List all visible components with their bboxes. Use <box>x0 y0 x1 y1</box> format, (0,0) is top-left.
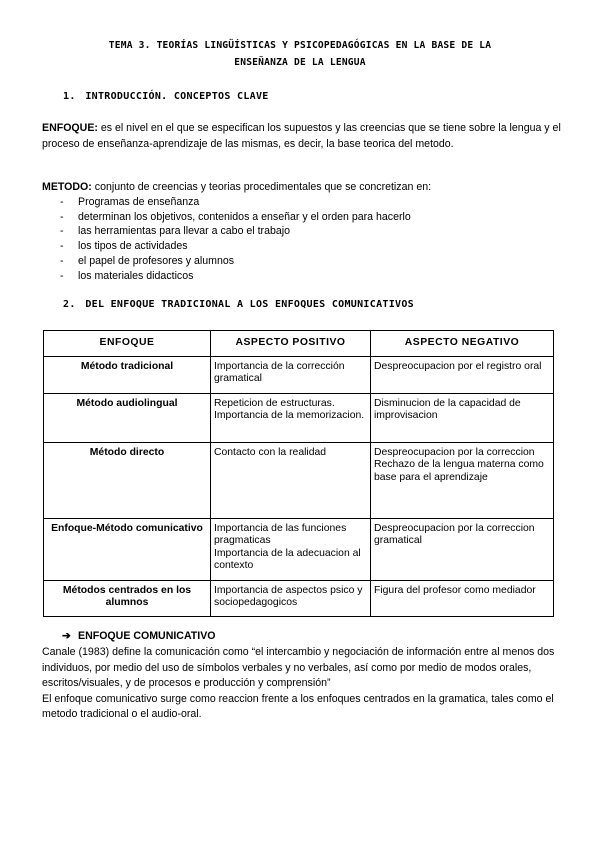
header-enfoque: ENFOQUE <box>44 331 211 357</box>
negative-aspect: Figura del profesor como mediador <box>371 580 554 616</box>
metodo-definition <box>42 180 562 196</box>
header-positivo: ASPECTO POSITIVO <box>211 331 371 357</box>
list-item: - los materiales didacticos <box>60 269 194 282</box>
list-item: - los tipos de actividades <box>60 240 188 253</box>
table-row <box>44 442 554 518</box>
negative-aspect: Despreocupacion por el registro oral <box>371 356 554 393</box>
section-2-heading <box>63 299 414 310</box>
method-name: Método directo <box>44 442 211 518</box>
enfoque-text: es el nivel en el que se especifican los supuestos y las creencias que se tiene sobre la lengua y el proceso de enseñanza-aprendizaje de las mismas, es decir, la base teorica del metodo. <box>42 122 561 150</box>
negative-aspect: Despreocupacion por la correccion Rechazo de la lengua materna como base para el aprendizaje <box>371 442 554 518</box>
negative-aspect: Disminucion de la capacidad de improvisacion <box>371 393 554 442</box>
section-1-title: INTRODUCCIÓN. CONCEPTOS CLAVE <box>85 91 269 102</box>
enfoque-definition <box>42 121 562 152</box>
arrow-right-icon: ➔ <box>62 630 71 642</box>
method-name: Métodos centrados en los alumnos <box>44 580 211 616</box>
list-item: - Programas de enseñanza <box>60 196 200 208</box>
enfoque-term: ENFOQUE: <box>42 122 98 134</box>
table-header-row <box>44 331 554 357</box>
metodo-text: conjunto de creencias y teorias procedimentales que se concretizan en: <box>91 181 432 193</box>
positive-aspect: Importancia de la corrección gramatical <box>211 356 371 393</box>
table-row <box>44 356 554 393</box>
comunicativo-heading <box>62 630 216 642</box>
comunicativo-body <box>42 645 562 723</box>
section-2-title: DEL ENFOQUE TRADICIONAL A LOS ENFOQUES COMUNICATIVOS <box>85 299 414 310</box>
metodo-term: METODO: <box>42 181 92 193</box>
method-name: Enfoque-Método comunicativo <box>44 518 211 580</box>
positive-aspect: Importancia de las funciones pragmaticas Importancia de la adecuacion al contexto <box>211 518 371 580</box>
positive-aspect: Importancia de aspectos psico y sociopedagogicos <box>211 580 371 616</box>
section-1-number: 1. <box>63 91 76 102</box>
title-line-2: ENSEÑANZA DE LA LENGUA <box>234 57 366 68</box>
list-item: - las herramientas para llevar a cabo el trabajo <box>60 225 290 238</box>
comunicativo-paragraph-1: Canale (1983) define la comunicación como “el intercambio y negociación de información entre al menos dos individuos, por medio del uso de símbolos verbales y no verbales, así como por medio de modos orales, escritos/visuales, y de procesos e producción y comprensión” <box>42 646 555 689</box>
methods-table <box>43 330 554 617</box>
table-row <box>44 518 554 580</box>
table-row <box>44 580 554 616</box>
list-item: - determinan los objetivos, contenidos a enseñar y el orden para hacerlo <box>60 210 411 223</box>
method-name: Método tradicional <box>44 356 211 393</box>
table-row <box>44 393 554 442</box>
metodo-list <box>60 195 411 283</box>
comunicativo-paragraph-2: El enfoque comunicativo surge como reaccion frente a los enfoques centrados en la gramatica, tales como el metodo tradicional o el audio-oral. <box>42 692 554 720</box>
header-negativo: ASPECTO NEGATIVO <box>371 331 554 357</box>
list-item: - el papel de profesores y alumnos <box>60 254 235 267</box>
positive-aspect: Repeticion de estructuras. Importancia de la memorizacion. <box>211 393 371 442</box>
document-title <box>40 37 560 71</box>
comunicativo-title: ENFOQUE COMUNICATIVO <box>78 630 216 642</box>
section-2-number: 2. <box>63 299 76 310</box>
title-line-1: TEMA 3. TEORÍAS LINGÜÍSTICAS Y PSICOPEDAGÓGICAS EN LA BASE DE LA <box>108 40 492 51</box>
negative-aspect: Despreocupacion por la correccion gramatical <box>371 518 554 580</box>
positive-aspect: Contacto con la realidad <box>211 442 371 518</box>
method-name: Método audiolingual <box>44 393 211 442</box>
section-1-heading <box>63 91 269 102</box>
